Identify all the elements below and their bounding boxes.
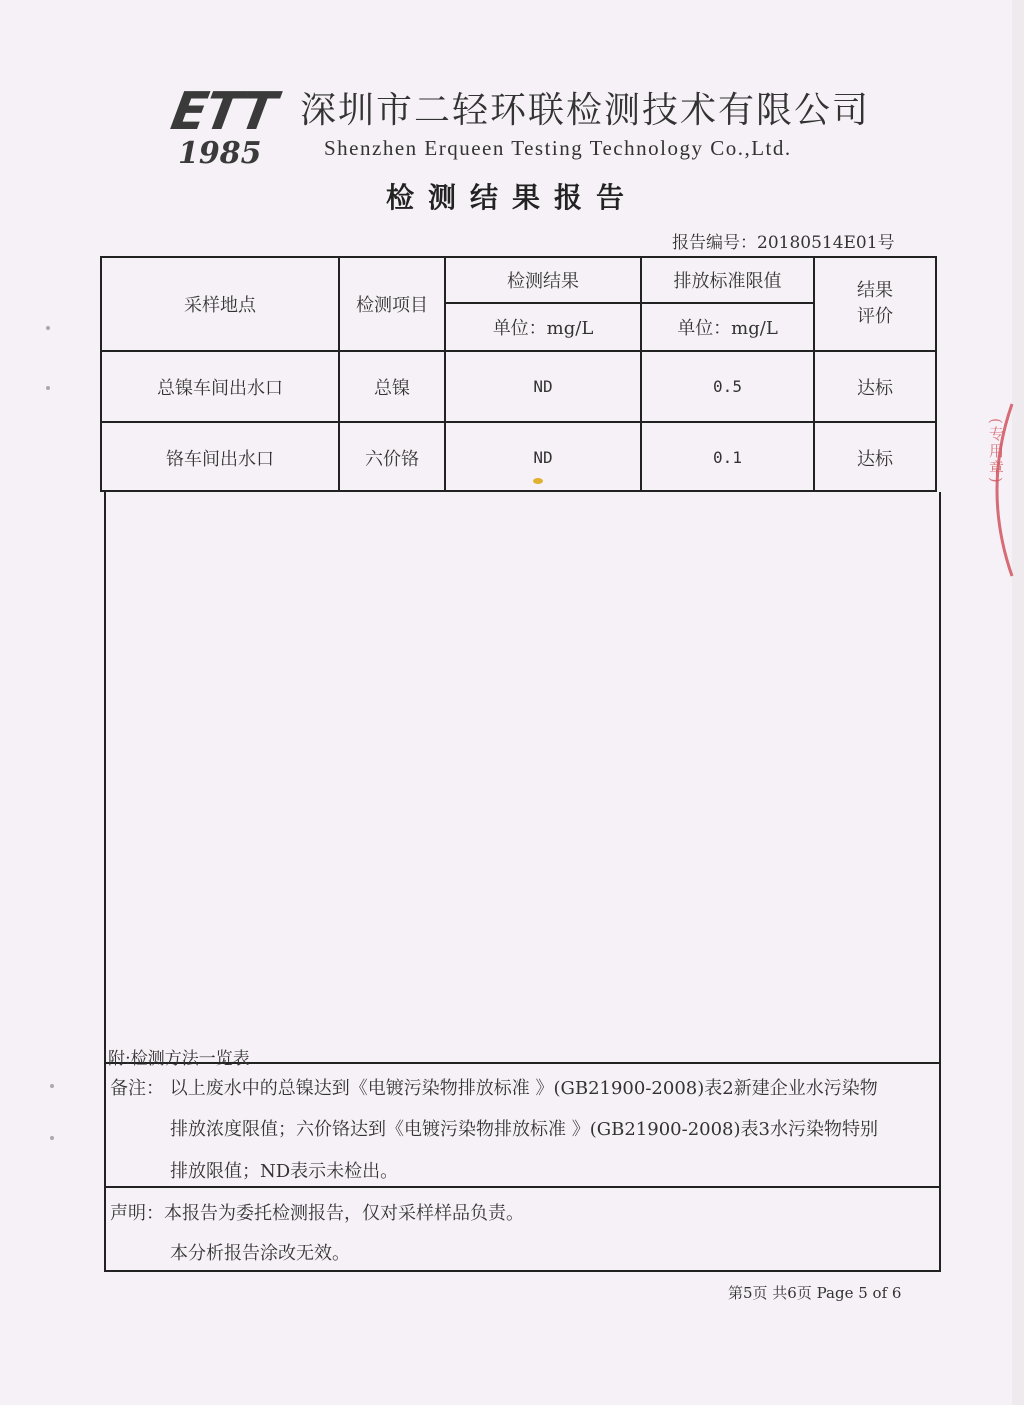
- company-name-cn: 深圳市二轻环联检测技术有限公司: [300, 90, 871, 131]
- report-title: 检测结果报告: [385, 181, 638, 214]
- header-limit-unit: 单位：mg/L: [677, 318, 778, 339]
- header-test-result: 检测结果: [507, 271, 579, 292]
- row1-item: 总镍: [374, 377, 410, 399]
- appendix-label: 附:检测方法一览表: [108, 1049, 250, 1069]
- header-evaluation: 结果评价: [857, 280, 893, 327]
- remarks-box: [104, 492, 941, 1272]
- row2-location: 铬车间出水口: [166, 448, 274, 470]
- statement-line-1: 声明：本报告为委托检测报告，仅对采样样品负责。: [110, 1203, 524, 1224]
- row2-item: 六价铬: [365, 448, 419, 470]
- remarks-line-1: 备注： 以上废水中的总镍达到《电镀污染物排放标准 》(GB21900-2008)表2新建企业水污染物: [110, 1078, 878, 1099]
- statement-divider: [106, 1186, 939, 1188]
- header-result-unit: 单位：mg/L: [492, 318, 594, 339]
- row1-evaluation: 达标: [857, 377, 893, 399]
- row1-result: ND: [533, 377, 553, 396]
- remarks-line-2: 排放浓度限值；六价铬达到《电镀污染物排放标准 》(GB21900-2008)表3水污染物特别: [170, 1119, 878, 1140]
- remarks-line-3: 排放限值；ND表示未检出。: [170, 1161, 399, 1182]
- row2-limit: 0.1: [713, 448, 742, 467]
- ink-smudge: [533, 478, 543, 484]
- seal-stamp-text: (专用章): [987, 418, 1005, 485]
- binding-hole: [46, 386, 50, 390]
- page-footer: 第5页 共6页 Page 5 of 6: [728, 1284, 902, 1302]
- company-name-en: Shenzhen Erqueen Testing Technology Co.,Ltd.: [324, 136, 792, 160]
- binding-hole: [50, 1084, 54, 1088]
- logo-year: 1985: [178, 136, 262, 171]
- header-sampling-location: 采样地点: [184, 295, 256, 316]
- row1-limit: 0.5: [713, 377, 742, 396]
- row2-evaluation: 达标: [857, 448, 893, 470]
- binding-hole: [46, 326, 50, 330]
- report-number: 报告编号：20180514E01号: [672, 233, 895, 253]
- row2-result: ND: [533, 448, 553, 467]
- row1-location: 总镍车间出水口: [157, 377, 283, 399]
- results-table: [100, 256, 937, 492]
- company-logo: [166, 82, 292, 171]
- statement-line-2: 本分析报告涂改无效。: [170, 1243, 350, 1264]
- binding-hole: [50, 1136, 54, 1140]
- header-test-item: 检测项目: [356, 295, 428, 316]
- header-limit: 排放标准限值: [673, 271, 782, 292]
- logo-ett-text: ETT: [166, 82, 279, 142]
